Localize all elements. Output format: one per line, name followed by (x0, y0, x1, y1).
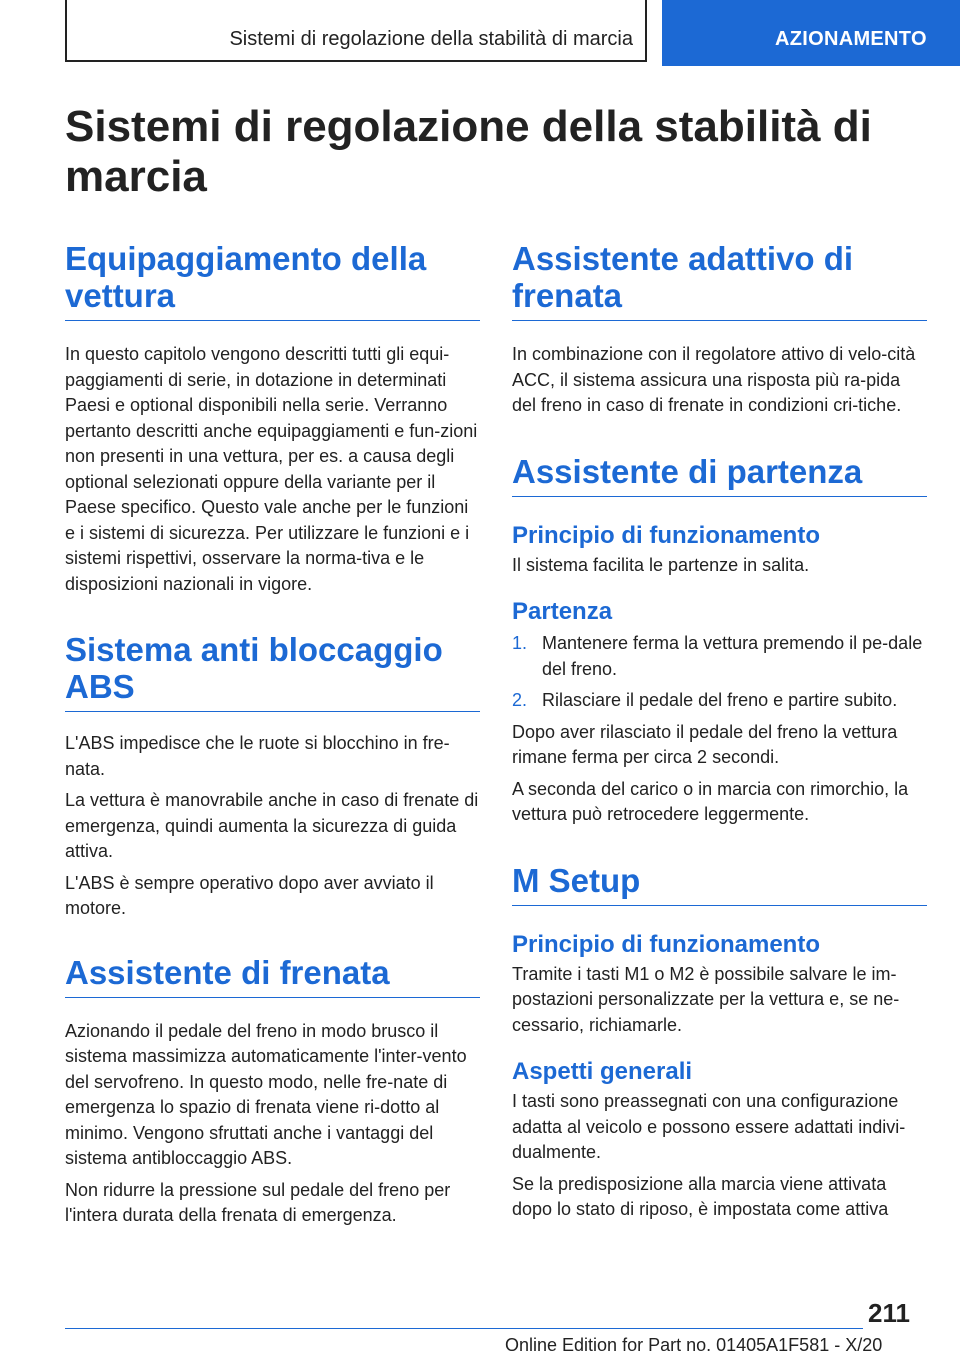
subheading-start: Partenza (512, 598, 613, 625)
running-header-title: Sistemi di regolazione della stabilità di marcia (229, 28, 633, 50)
subheading-m-setup-principle: Principio di funzionamento (512, 930, 820, 958)
hill-start-paragraph-2: A seconda del carico o in marcia con rimorchio, la vettura può retrocedere leggermente. (512, 778, 909, 824)
section-heading-equipment: Equipaggiamento della vettura (65, 240, 480, 321)
section-heading-adaptive-brake: Assistente adattivo di frenata (512, 240, 927, 321)
abs-paragraph-3: L'ABS è sempre operativo dopo aver avviato il motore. (65, 872, 434, 918)
page-title: Sistemi di regolazione della stabilità di marcia (65, 102, 872, 201)
step-text: Rilasciare il pedale del freno e partire subito. (542, 690, 898, 710)
section-heading-brake-assist: Assistente di frenata (65, 954, 480, 998)
footer-divider (65, 1328, 863, 1329)
left-column (65, 240, 480, 1229)
general-aspects-paragraph-1: I tasti sono preassegnati con una configurazione adatta al veicolo e possono essere adattati indivi-dualmente. (512, 1091, 906, 1162)
section-heading-m-setup: M Setup (512, 862, 927, 906)
subheading-hill-start-principle: Principio di funzionamento (512, 521, 820, 549)
brake-assist-paragraph-2: Non ridurre la pressione sul pedale del freno per l'intera durata della frenata di emergenza. (65, 1179, 451, 1225)
page-number: 211 (868, 1298, 910, 1328)
chapter-tab: AZIONAMENTO (662, 0, 960, 66)
footer-edition: Online Edition for Part no. 01405A1F581 - X/20 (505, 1335, 883, 1355)
m-setup-principle-paragraph: Tramite i tasti M1 o M2 è possibile salvare le im-postazioni personalizzate per la vettura e, se ne-cessario, richiamarle. (512, 963, 900, 1035)
list-item (512, 631, 927, 682)
subheading-general-aspects: Aspetti generali (512, 1058, 693, 1085)
hill-start-paragraph-1: Dopo aver rilasciato il pedale del freno la vettura rimane ferma per circa 2 secondi. (512, 721, 898, 767)
right-column (512, 240, 927, 1223)
running-header (65, 0, 647, 62)
step-number: 2. (512, 690, 528, 710)
abs-paragraph-1: L'ABS impedisce che le ruote si blocchino in fre-nata. (65, 733, 450, 779)
start-steps-list (512, 631, 927, 714)
list-item (512, 688, 927, 714)
hill-start-principle-paragraph: Il sistema facilita le partenze in salita. (512, 554, 810, 575)
step-number: 1. (512, 633, 528, 653)
section-heading-hill-start: Assistente di partenza (512, 453, 927, 497)
section-heading-abs: Sistema anti bloccaggio ABS (65, 631, 480, 712)
abs-paragraph-2: La vettura è manovrabile anche in caso di frenate di emergenza, quindi aumenta la sicurezza di guida attiva. (65, 790, 479, 861)
equipment-paragraph: In questo capitolo vengono descritti tutti gli equi-paggiamenti di serie, in dotazione in determinati Paesi e optional disponibili nella serie. Verranno pertanto descritti anche equipaggiamenti e fun-zioni non presenti in una vettura, per es. a causa degli optional selezionati oppure della variante per il Paese specifico. Questo vale anche per le funzioni e i sistemi di sicurezza. Per utilizzare le funzioni e i sistemi rispettivi, osservare la norma-tiva e le disposizioni nazionali in vigore. (65, 344, 478, 594)
general-aspects-paragraph-2: Se la predisposizione alla marcia viene attivata dopo lo stato di riposo, è impostata come attiva (512, 1173, 889, 1219)
adaptive-brake-paragraph: In combinazione con il regolatore attivo di velo-cità ACC, il sistema assicura una risposta più ra-pida del freno in caso di frenate in condizioni cri-tiche. (512, 344, 916, 415)
step-text: Mantenere ferma la vettura premendo il pe-dale del freno. (542, 633, 923, 679)
brake-assist-paragraph-1: Azionando il pedale del freno in modo brusco il sistema massimizza automaticamente l'inter-vento del servofreno. In questo modo, nelle fre-nate di emergenza lo spazio di frenata viene ri-dotto al minimo. Vengono sfruttati anche i vantaggi del sistema antibloccaggio ABS. (65, 1020, 467, 1168)
